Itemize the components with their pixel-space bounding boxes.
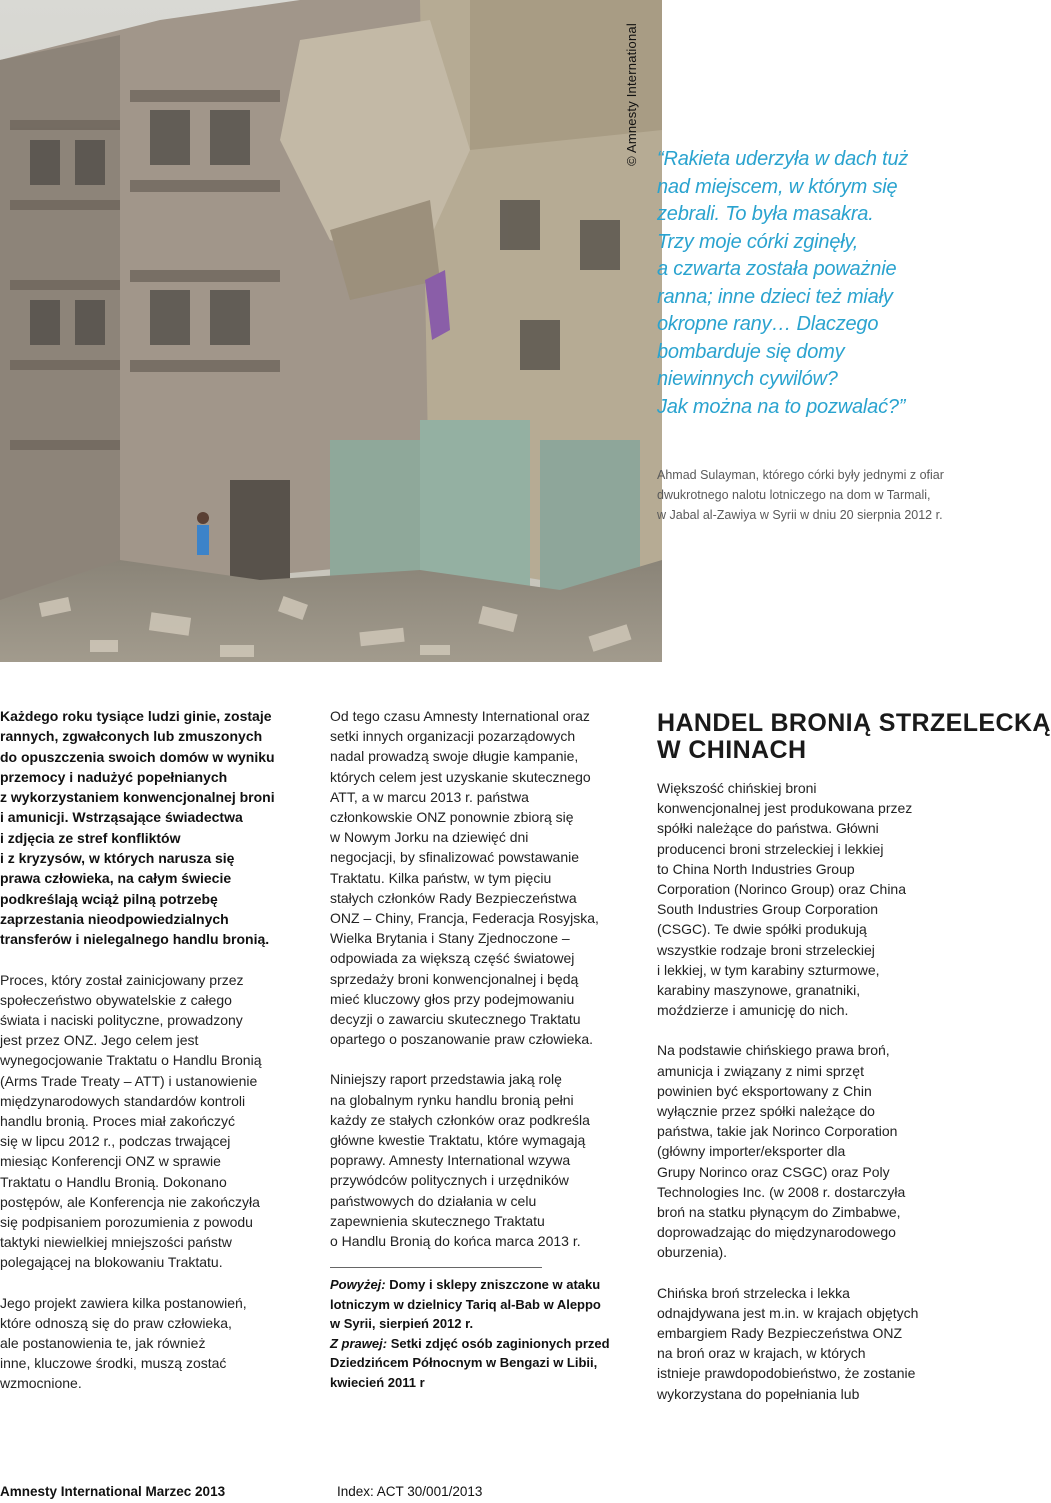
quote-line: zebrali. To była masakra. xyxy=(657,203,874,225)
text-line: oburzenia). xyxy=(657,1244,728,1261)
caption-text: Setki zdjęć osób zaginionych przed xyxy=(390,1335,610,1351)
quote-line: Jak można na to pozwalać?” xyxy=(657,395,906,418)
text-line: wykorzystana do popełniania lub xyxy=(657,1385,860,1402)
text-line: każdy ze stałych członków oraz podkreśla xyxy=(330,1111,590,1128)
text-line: które odnoszą się do praw człowieka, xyxy=(0,1314,232,1331)
text-line: Grupy Norinco oraz CSGC) oraz Poly xyxy=(657,1163,890,1180)
text-line: Na podstawie chińskiego prawa broń, xyxy=(657,1042,890,1059)
text-line: miesiąc Konferencji ONZ w sprawie xyxy=(0,1153,221,1170)
photo-credit-text: © Amnesty International xyxy=(623,22,639,166)
text-line: transferów i nielegalnego handlu bronią. xyxy=(0,931,270,948)
caption-text: Domy i sklepy zniszczone w ataku xyxy=(389,1277,601,1293)
caption-label-above: Powyżej: xyxy=(330,1277,386,1293)
text-line: South Industries Group Corporation xyxy=(657,901,879,918)
text-line: (CSGC). Te dwie spółki produkują xyxy=(657,921,867,938)
attribution-line: w Jabal al-Zawiya w Syrii w dniu 20 sierpnia 2012 r. xyxy=(657,508,943,522)
text-line: wynegocjowanie Traktatu o Handlu Bronią xyxy=(0,1052,262,1069)
text-line: Corporation (Norinco Group) oraz China xyxy=(657,881,906,898)
text-line: międzynarodowych standardów kontroli xyxy=(0,1092,246,1109)
text-line: główne kwestie Traktatu, które wymagają xyxy=(330,1132,586,1149)
caption-text: kwiecień 2011 r xyxy=(330,1374,425,1390)
text-line: społeczeństwo obywatelskie z całego xyxy=(0,991,232,1008)
text-line: z wykorzystaniem konwencjonalnej broni xyxy=(0,789,275,806)
pull-quote xyxy=(657,146,957,421)
text-line: przemocy i nadużyć popełnianych xyxy=(0,768,228,785)
text-line: Każdego roku tysiące ludzi ginie, zostaje xyxy=(0,708,272,724)
photo-caption xyxy=(330,1275,630,1392)
body-paragraph xyxy=(330,1069,630,1251)
text-line: postępów, ale Konferencja nie zakończyła xyxy=(0,1193,260,1210)
quote-line: Trzy moje córki zginęły, xyxy=(657,230,859,253)
text-line: i z kryzysów, w których narusza się xyxy=(0,850,235,867)
text-line: jest przez ONZ. Jego celem jest xyxy=(0,1032,199,1049)
text-line: wyłącznie przez spółki należące do xyxy=(657,1103,875,1120)
intro-paragraph xyxy=(0,706,300,950)
text-line: nadal prowadzą swoje długie kampanie, xyxy=(330,748,579,765)
quote-attribution xyxy=(657,465,957,525)
text-line: broń na statku płynącym do Zimbabwe, xyxy=(657,1204,901,1221)
text-line: i lekkiej, w tym karabiny szturmowe, xyxy=(657,961,880,978)
section-heading xyxy=(657,709,1051,764)
text-line: Większość chińskiej broni xyxy=(657,780,817,796)
body-paragraph xyxy=(657,1283,960,1404)
text-line: to China North Industries Group xyxy=(657,860,855,877)
text-line: producenci broni strzeleckiej i lekkiej xyxy=(657,840,884,857)
body-paragraph xyxy=(657,778,960,1020)
quote-line: nad miejscem, w którym się xyxy=(657,175,898,198)
text-line: i amunicji. Wstrząsające świadectwa xyxy=(0,809,243,826)
text-line: powinien być eksportowany z Chin xyxy=(657,1082,872,1099)
column-right xyxy=(657,706,1051,1424)
text-line: spółki należące do państwa. Główni xyxy=(657,820,879,837)
caption-divider xyxy=(330,1267,542,1268)
heading-line: W CHINACH xyxy=(657,736,807,764)
heading-line: HANDEL BRONIĄ STRZELECKĄ xyxy=(657,709,1051,737)
text-line: prawa człowieka, na całym świecie xyxy=(0,870,232,887)
caption-text: lotniczym w dzielnicy Tariq al-Bab w Aleppo xyxy=(330,1296,601,1312)
text-line: Niniejszy raport przedstawia jaką rolę xyxy=(330,1071,562,1088)
body-paragraph xyxy=(0,1293,300,1394)
text-line: świata i naciski polityczne, prowadzony xyxy=(0,1011,243,1028)
text-line: wszystkie rodzaje broni strzeleckiej xyxy=(657,941,875,958)
text-line: ONZ – Chiny, Francja, Federacja Rosyjska, xyxy=(330,910,599,927)
caption-label-right: Z prawej: xyxy=(330,1335,388,1351)
text-line: o Handlu Bronią do końca marca 2013 r. xyxy=(330,1233,581,1250)
caption-text: w Syrii, sierpień 2012 r. xyxy=(330,1316,474,1332)
text-line: na globalnym rynku handlu bronią pełni xyxy=(330,1091,574,1108)
text-line: (Arms Trade Treaty – ATT) i ustanowienie xyxy=(0,1072,258,1089)
text-line: przywódców politycznych i urzędników xyxy=(330,1172,569,1189)
text-line: się podpisaniem porozumienia z powodu xyxy=(0,1214,253,1230)
text-line: zapewnienia skutecznego Traktatu xyxy=(330,1212,545,1229)
quote-line: niewinnych cywilów? xyxy=(657,368,838,390)
text-line: taktyki niewielkiej mniejszości państw xyxy=(0,1234,232,1251)
text-line: odpowiada za większą część światowej xyxy=(330,950,575,967)
text-line: inne, kluczowe środki, muszą zostać xyxy=(0,1355,227,1372)
text-line: karabiny maszynowe, granatniki, xyxy=(657,982,861,999)
text-line: odnajdywana jest m.in. w krajach objętych xyxy=(657,1304,919,1321)
text-line: Traktatu o Handlu Bronią. Dokonano xyxy=(0,1173,227,1190)
text-line: państwa, takie jak Norinco Corporation xyxy=(657,1123,898,1140)
text-line: których celem jest uzyskanie skutecznego xyxy=(330,768,591,785)
text-line: rannych, zgwałconych lub zmuszonych xyxy=(0,728,263,745)
quote-line: a czwarta została poważnie xyxy=(657,258,897,280)
text-line: Jego projekt zawiera kilka postanowień, xyxy=(0,1294,247,1311)
text-line: mieć kluczowy głos przy podejmowaniu xyxy=(330,990,575,1007)
attribution-line: dwukrotnego nalotu lotniczego na dom w Tarmali, xyxy=(657,488,931,502)
text-line: opartego o poszanowanie praw człowieka. xyxy=(330,1031,594,1048)
footer-publication: Amnesty International Marzec 2013 xyxy=(0,1484,226,1499)
text-line: Technologies Inc. (w 2008 r. dostarczyła xyxy=(657,1183,906,1200)
text-line: Traktatu. Kilka państw, w tym pięciu xyxy=(330,869,552,886)
text-line: sprzedaży broni konwencjonalnej i będą xyxy=(330,970,579,987)
quote-line: ranna; inne dzieci też miały xyxy=(657,285,893,308)
text-line: podkreślają wciąż pilną potrzebę xyxy=(0,890,218,907)
text-line: ATT, a w marcu 2013 r. państwa xyxy=(330,788,529,805)
body-paragraph xyxy=(657,1040,960,1262)
text-line: negocjacji, by sfinalizować powstawanie xyxy=(330,849,580,866)
text-line: embargiem Rady Bezpieczeństwa ONZ xyxy=(657,1325,903,1342)
text-line: polegającej na blokowaniu Traktatu. xyxy=(0,1254,223,1271)
footer-index: Index: ACT 30/001/2013 xyxy=(337,1484,483,1499)
text-line: poprawy. Amnesty International wzywa xyxy=(330,1152,571,1169)
column-middle xyxy=(330,706,630,1392)
quote-line: okropne rany… Dlaczego xyxy=(657,313,879,335)
text-line: Od tego czasu Amnesty International oraz xyxy=(330,708,590,724)
text-line: doprowadzając do międzynarodowego xyxy=(657,1224,896,1241)
text-line: Proces, który został zainicjowany przez xyxy=(0,971,244,988)
quote-line: bombarduje się domy xyxy=(657,340,845,363)
text-line: państwowych do działania w celu xyxy=(330,1192,537,1209)
text-line: moździerze i amunicję do nich. xyxy=(657,1002,849,1019)
caption-text: Dziedzińcem Północnym w Bengazi w Libii, xyxy=(330,1355,598,1371)
text-line: istnieje prawdopodobieństwo, że zostanie xyxy=(657,1365,916,1382)
attribution-line: Ahmad Sulayman, którego córki były jednymi z ofiar xyxy=(657,468,944,482)
column-left xyxy=(0,706,300,1414)
text-line: w Nowym Jorku na dziewięć dni xyxy=(330,829,529,846)
text-line: stałych członków Rady Bezpieczeństwa xyxy=(330,889,577,906)
text-line: ale postanowienia te, jak również xyxy=(0,1335,206,1352)
photo-illustration xyxy=(0,0,662,662)
body-paragraph xyxy=(0,970,300,1273)
text-line: decyzji o zawarciu skutecznego Traktatu xyxy=(330,1011,581,1028)
text-line: się w lipcu 2012 r., podczas trwającej xyxy=(0,1133,231,1150)
text-line: do opuszczenia swoich domów w wyniku xyxy=(0,748,275,765)
text-line: wzmocnione. xyxy=(0,1375,82,1392)
body-paragraph xyxy=(330,706,630,1049)
text-line: na broń oraz w krajach, w których xyxy=(657,1345,866,1362)
text-line: i zdjęcia ze stref konfliktów xyxy=(0,829,181,846)
text-line: handlu bronią. Proces miał zakończyć xyxy=(0,1112,236,1129)
text-line: członkowskie ONZ ponownie zbiorą się xyxy=(330,809,574,826)
text-line: zaprzestania nieodpowiedzialnych xyxy=(0,910,229,927)
text-line: konwencjonalnej jest produkowana przez xyxy=(657,800,913,817)
quote-line: “Rakieta uderzyła w dach tuż xyxy=(657,148,909,170)
text-line: Chińska broń strzelecka i lekka xyxy=(657,1284,850,1301)
photo-credit xyxy=(616,8,646,180)
text-line: Wielka Brytania i Stany Zjednoczone – xyxy=(330,930,570,947)
text-line: (główny importer/eksporter dla xyxy=(657,1143,846,1160)
photo-destroyed-building xyxy=(0,0,662,662)
text-line: amunicja i związany z nimi sprzęt xyxy=(657,1062,864,1079)
text-line: setki innych organizacji pozarządowych xyxy=(330,728,576,745)
